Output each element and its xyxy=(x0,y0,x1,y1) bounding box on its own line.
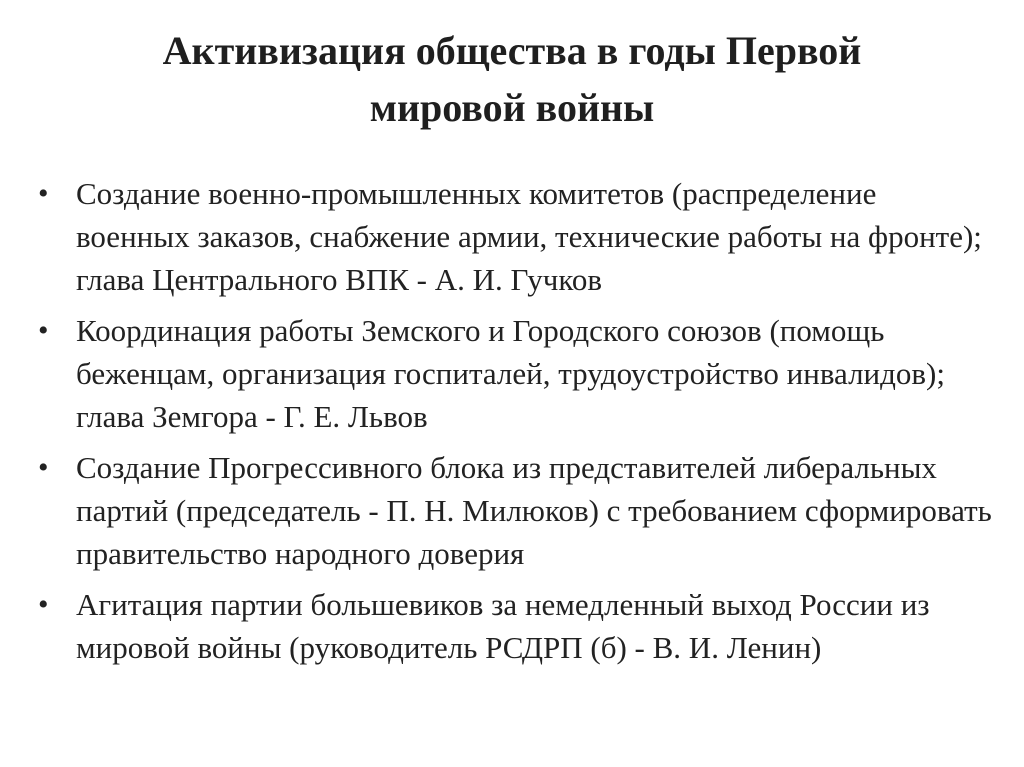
bullet-marker-icon: • xyxy=(38,177,49,210)
bullet-list xyxy=(36,172,996,677)
bullet-item xyxy=(36,446,996,575)
bullet-text: Агитация партии большевиков за немедленный выход России из мировой войны (руководитель РСДРП (б) - В. И. Ленин) xyxy=(76,587,930,665)
bullet-marker-icon: • xyxy=(38,588,49,621)
bullet-item xyxy=(36,583,996,669)
bullet-item xyxy=(36,309,996,438)
bullet-text: Создание военно-промышленных комитетов (распределение военных заказов, снабжение армии, технические работы на фронте); глава Центрального ВПК - А. И. Гучков xyxy=(76,176,982,297)
bullet-text: Координация работы Земского и Городского союзов (помощь беженцам, организация госпиталей, трудоустройство инвалидов); глава Земгора - Г. Е. Львов xyxy=(76,313,945,434)
bullet-item xyxy=(36,172,996,301)
slide-title: Активизация общества в годы Первой мировой войны xyxy=(162,28,862,130)
bullet-marker-icon: • xyxy=(38,451,49,484)
bullet-marker-icon: • xyxy=(38,314,49,347)
bullet-text: Создание Прогрессивного блока из представителей либеральных партий (председатель - П. Н. Милюков) с требованием сформировать правительство народного доверия xyxy=(76,450,992,571)
